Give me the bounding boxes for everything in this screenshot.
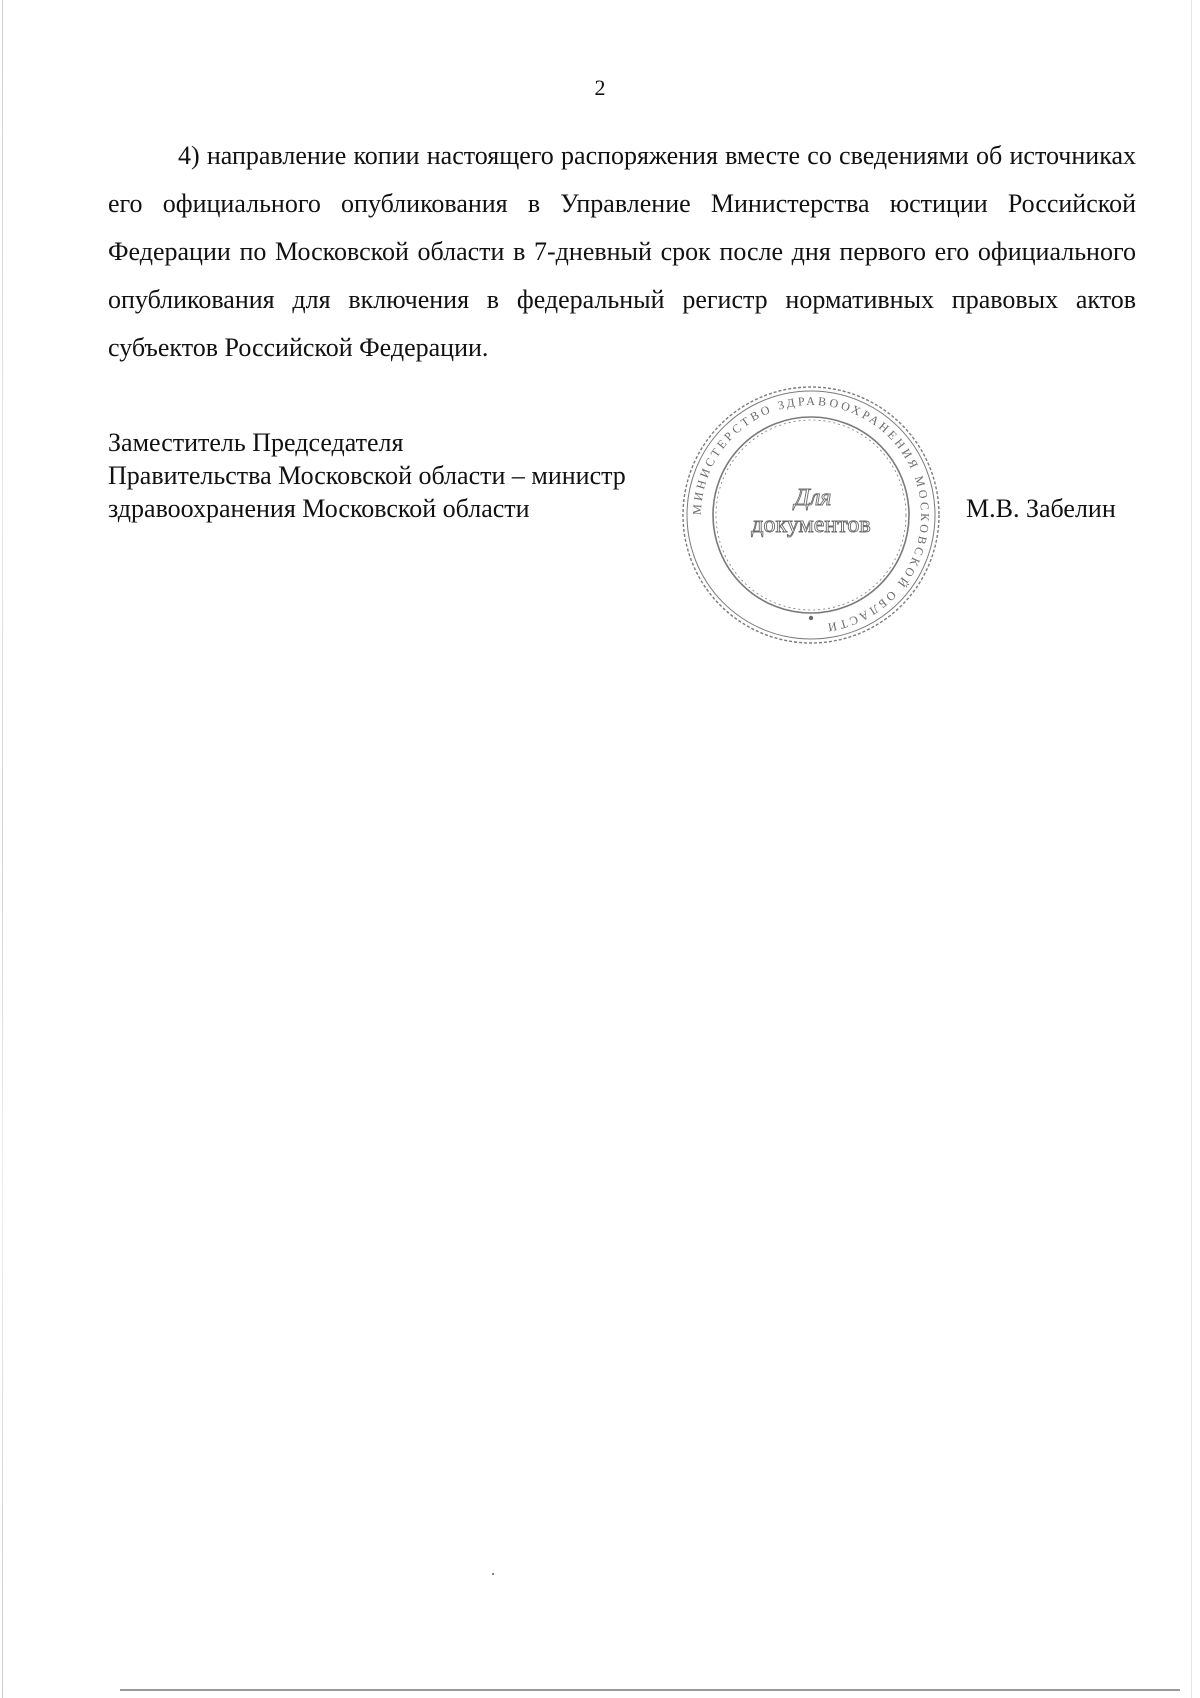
official-seal-stamp xyxy=(676,380,946,650)
signatory-title-line: Заместитель Председателя xyxy=(108,428,404,457)
signatory-title xyxy=(108,426,626,525)
scan-edge-right xyxy=(1191,0,1192,1698)
page-number: 2 xyxy=(594,75,606,100)
stamp-center-line-2: документов xyxy=(751,512,871,538)
signatory-title-line: здравоохранения Московской области xyxy=(108,494,530,523)
scan-edge-bottom xyxy=(120,1689,1180,1691)
scan-speck xyxy=(492,1573,494,1575)
paragraph-item-4: 4) направление копии настоящего распоряжения вместе со сведениями об источниках его официального опубликования в Управление Министерства юстиции Российской Федерации по Московской области в 7-дневный срок после дня первого его официального опубликования для включения в федеральный регистр нормативных правовых актов субъектов Российской Федерации. xyxy=(108,141,1136,362)
stamp-ring-textpath: МИНИСТЕРСТВО ЗДРАВООХРАНЕНИЯ МОСКОВСКОЙ ОБЛАСТИ xyxy=(689,393,933,636)
signatory-name: М.В. Забелин xyxy=(966,494,1116,523)
stamp-star xyxy=(809,616,813,620)
scan-edge-left xyxy=(2,0,3,1698)
signatory-title-line: Правительства Московской области – министр xyxy=(108,461,626,490)
stamp-center-line-1: Для xyxy=(794,485,832,511)
